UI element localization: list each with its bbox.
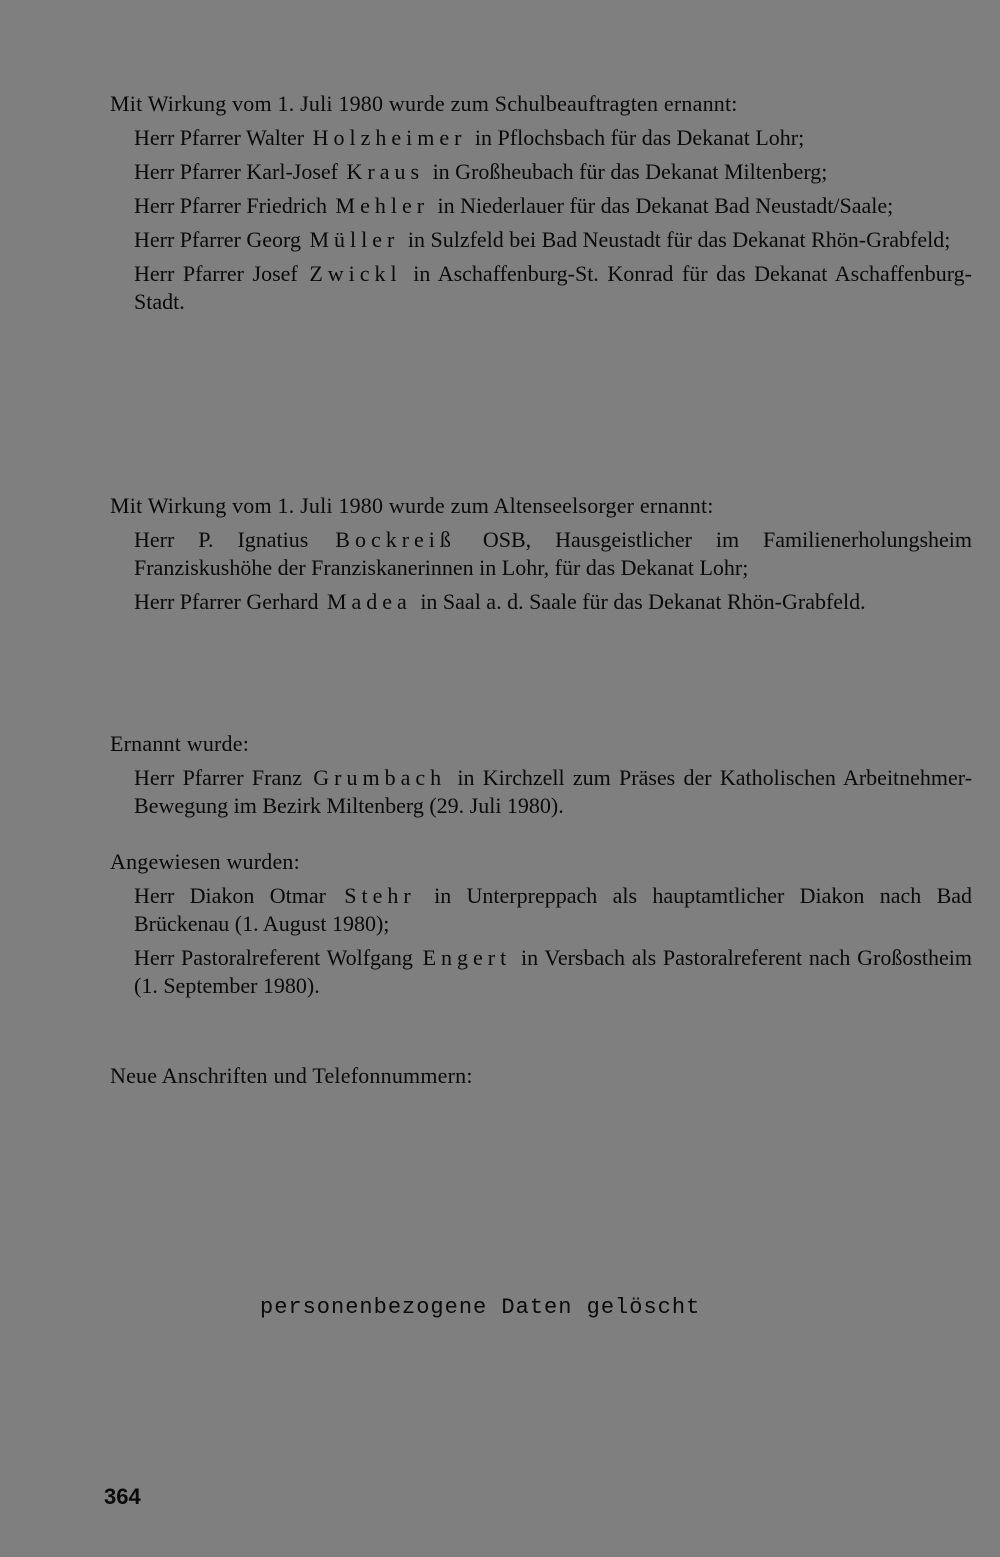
entry-prefix: Herr Pfarrer Franz xyxy=(134,765,302,790)
person-surname: Stehr xyxy=(344,883,416,908)
appointment-entry xyxy=(134,226,972,254)
appointment-entry xyxy=(134,526,972,582)
person-surname: Kraus xyxy=(346,159,425,184)
entry-detail: in Sulzfeld bei Bad Neustadt für das Dekanat Rhön-Grabfeld; xyxy=(407,227,951,252)
entry-detail: in Pflochsbach für das Dekanat Lohr; xyxy=(474,125,805,150)
person-surname: Engert xyxy=(422,945,512,970)
entry-prefix: Herr Diakon Otmar xyxy=(134,883,326,908)
person-surname: Holzheimer xyxy=(312,125,467,150)
section-heading: Mit Wirkung vom 1. Juli 1980 wurde zum Schulbeauftragten ernannt: xyxy=(110,91,738,116)
entry-prefix: Herr Pfarrer Gerhard xyxy=(134,589,319,614)
section-altenseelsorger xyxy=(110,492,972,620)
person-surname: Madea xyxy=(326,589,412,614)
appointment-entry xyxy=(134,882,972,938)
appointment-entry xyxy=(134,192,972,220)
entry-detail: in Versbach als Pastoralreferent nach Großostheim (1. September 1980). xyxy=(134,945,973,998)
section-ernannt xyxy=(110,730,972,824)
appointment-entry xyxy=(134,124,972,152)
addresses-heading: Neue Anschriften und Telefonnummern: xyxy=(110,1063,473,1088)
entry-prefix: Herr Pfarrer Karl-Josef xyxy=(134,159,339,184)
entry-prefix: Herr P. Ignatius xyxy=(134,527,309,552)
person-surname: Zwickl xyxy=(309,261,402,286)
entry-detail: in Saal a. d. Saale für das Dekanat Rhön-Grabfeld. xyxy=(420,589,866,614)
entry-detail: in Niederlauer für das Dekanat Bad Neustadt/Saale; xyxy=(437,193,894,218)
person-surname: Bockreiß xyxy=(335,527,456,552)
section-heading: Mit Wirkung vom 1. Juli 1980 wurde zum Altenseelsorger ernannt: xyxy=(110,493,714,518)
redaction-notice: personenbezogene Daten gelöscht xyxy=(260,1295,701,1320)
person-surname: Müller xyxy=(309,227,400,252)
appointment-entry xyxy=(134,260,972,316)
entry-detail: in Großheubach für das Dekanat Miltenberg; xyxy=(432,159,828,184)
page-number: 364 xyxy=(104,1484,141,1509)
entry-prefix: Herr Pfarrer Josef xyxy=(134,261,298,286)
entry-prefix: Herr Pfarrer Walter xyxy=(134,125,305,150)
entry-detail: in Aschaffenburg-St. Konrad für das Dekanat Aschaffenburg-Stadt. xyxy=(134,261,972,314)
appointment-entry xyxy=(134,158,972,186)
entry-prefix: Herr Pfarrer Georg xyxy=(134,227,301,252)
section-heading: Ernannt wurde: xyxy=(110,731,250,756)
entry-detail: in Unterpreppach als hauptamtlicher Diakon nach Bad Brückenau (1. August 1980); xyxy=(134,883,973,936)
section-heading: Angewiesen wurden: xyxy=(110,849,300,874)
entry-prefix: Herr Pfarrer Friedrich xyxy=(134,193,328,218)
appointment-entry xyxy=(134,588,972,616)
appointment-entry xyxy=(134,944,972,1000)
entry-prefix: Herr Pastoralreferent Wolfgang xyxy=(134,945,413,970)
person-surname: Mehler xyxy=(335,193,430,218)
entry-detail: in Kirchzell zum Präses der Katholischen Arbeitnehmer-Bewegung im Bezirk Miltenberg (29. Juli 1980). xyxy=(134,765,973,818)
person-surname: Grumbach xyxy=(313,765,447,790)
appointment-entry xyxy=(134,764,972,820)
entry-detail: OSB, Hausgeistlicher im Familienerholungsheim Franziskushöhe der Franziskanerinnen in Lohr, für das Dekanat Lohr; xyxy=(134,527,973,580)
section-angewiesen xyxy=(110,848,972,1004)
section-schulbeauftragte xyxy=(110,90,972,320)
